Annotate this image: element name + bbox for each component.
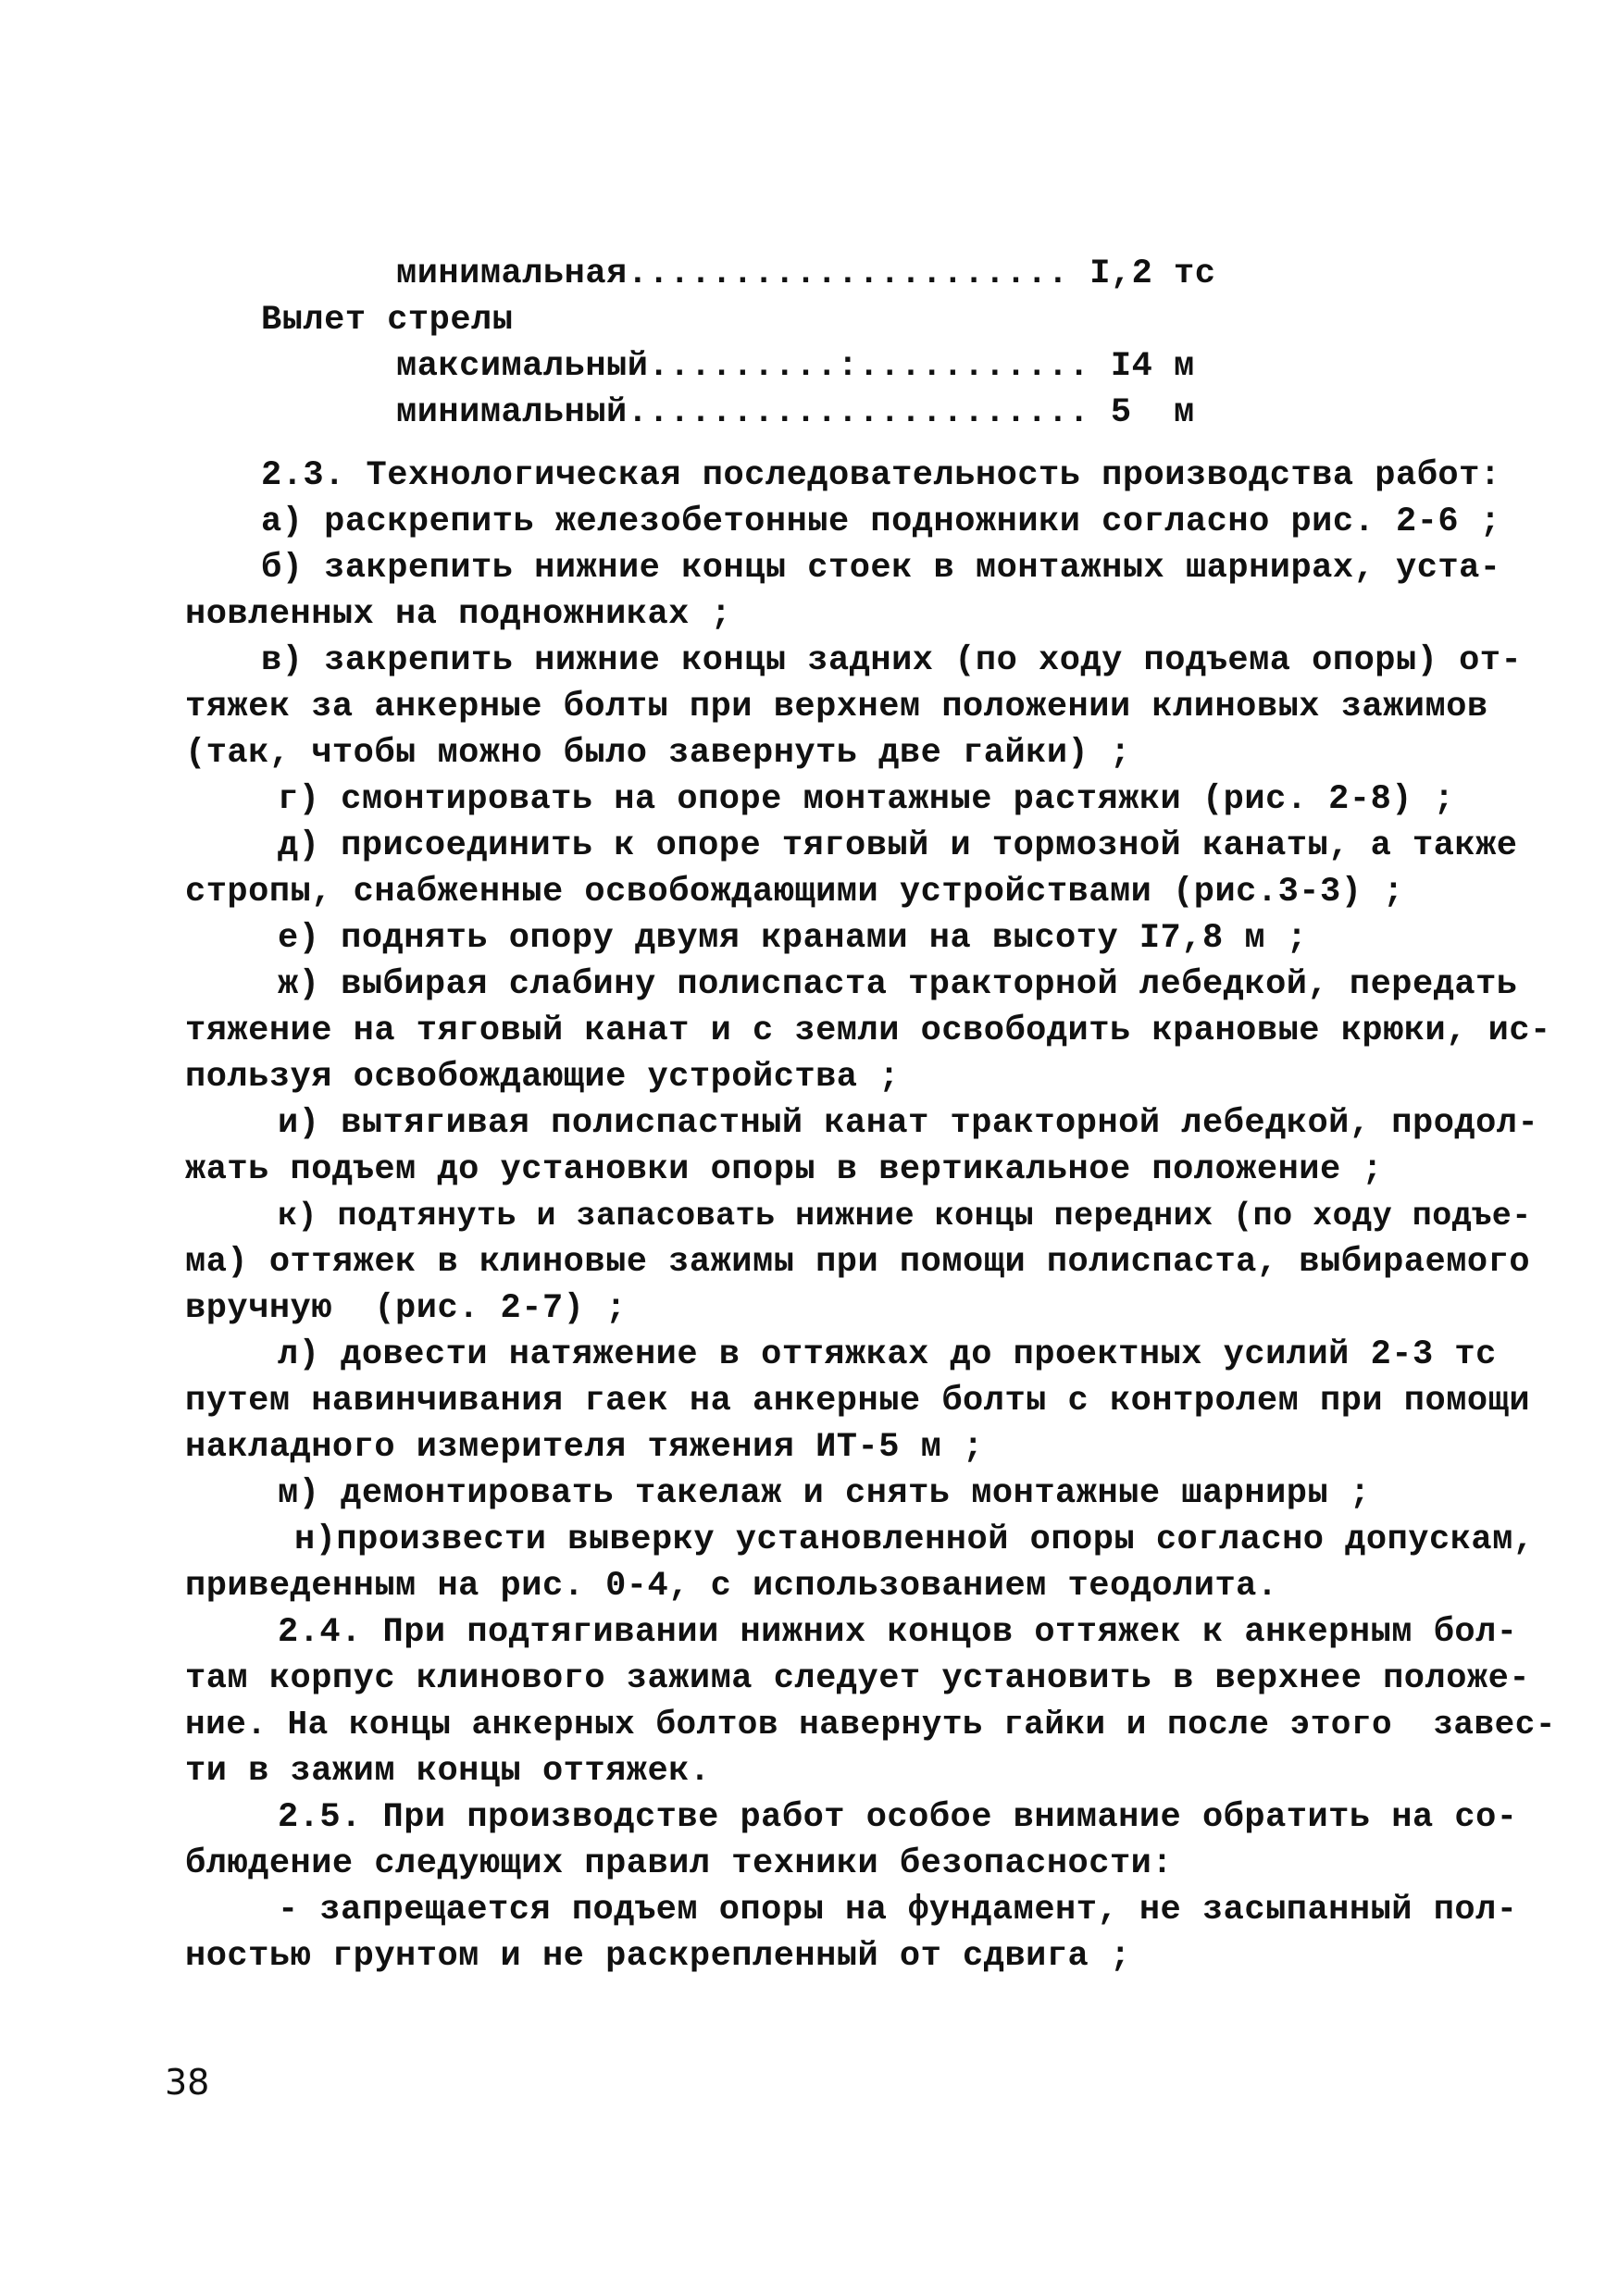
section-2-4-cont-2: ние. На концы анкерных болтов навернуть гайки и после этого завес-: [185, 1706, 1556, 1744]
step-i: и) вытягивая полиспастный канат тракторной лебедкой, продол-: [278, 1104, 1539, 1143]
step-l: л) довести натяжение в оттяжках до проектных усилий 2-3 тс: [278, 1335, 1497, 1374]
step-zh-cont-1: тяжение на тяговый канат и с земли освободить крановые крюки, ис-: [185, 1011, 1551, 1050]
step-b-cont: новленных на подножниках ;: [185, 595, 732, 634]
spec-line-max-reach: максимальный.........:........... I4 м: [396, 347, 1195, 386]
step-zh: ж) выбирая слабину полиспаста тракторной лебедкой, передать: [278, 965, 1518, 1004]
step-i-cont: жать подъем до установки опоры в вертикальное положение ;: [185, 1150, 1384, 1189]
section-2-4: 2.4. При подтягивании нижних концов оттяжек к анкерным бол-: [278, 1613, 1518, 1652]
step-b: б) закрепить нижние концы стоек в монтажных шарнирах, уста-: [261, 549, 1501, 588]
spec-line-min-capacity: минимальная..................... I,2 тс: [396, 254, 1216, 293]
step-v-cont-1: тяжек за анкерные болты при верхнем положении клиновых зажимов: [185, 688, 1488, 726]
step-e: е) поднять опору двумя кранами на высоту I7,8 м ;: [278, 919, 1308, 958]
step-n-cont: приведенным на рис. 0-4, с использованием теодолита.: [185, 1567, 1278, 1606]
section-2-5: 2.5. При производстве работ особое внимание обратить на со-: [278, 1798, 1518, 1837]
step-g: г) смонтировать на опоре монтажные растяжки (рис. 2-8) ;: [278, 780, 1455, 819]
spec-line-min-reach: минимальный...................... 5 м: [396, 393, 1195, 432]
step-zh-cont-2: пользуя освобождающие устройства ;: [185, 1058, 900, 1097]
step-m: м) демонтировать такелаж и снять монтажные шарниры ;: [278, 1474, 1371, 1513]
step-d-cont: стропы, снабженные освобождающими устройствами (рис.3-3) ;: [185, 873, 1404, 912]
safety-rule-1: - запрещается подъем опоры на фундамент, не засыпанный пол-: [278, 1891, 1518, 1930]
step-d: д) присоединить к опоре тяговый и тормозной канаты, а также: [278, 826, 1518, 865]
step-a: а) раскрепить железобетонные подножники согласно рис. 2-6 ;: [261, 503, 1501, 541]
step-v-cont-2: (так, чтобы можно было завернуть две гайки) ;: [185, 734, 1131, 773]
page-number: 38: [165, 2062, 210, 2103]
step-n: н)произвести выверку установленной опоры согласно допускам,: [294, 1520, 1535, 1559]
step-k: к) подтянуть и запасовать нижние концы передних (по ходу подъе-: [278, 1198, 1532, 1235]
section-2-3-heading: 2.3. Технологическая последовательность производства работ:: [261, 456, 1501, 495]
step-l-cont-2: накладного измерителя тяжения ИТ-5 м ;: [185, 1428, 984, 1467]
safety-rule-1-cont: ностью грунтом и не раскрепленный от сдвига ;: [185, 1937, 1131, 1976]
step-k-cont-1: ма) оттяжек в клиновые зажимы при помощи полиспаста, выбираемого: [185, 1243, 1531, 1282]
section-2-4-cont-3: ти в зажим концы оттяжек.: [185, 1752, 711, 1791]
section-2-4-cont-1: там корпус клинового зажима следует установить в верхнее положе-: [185, 1659, 1531, 1698]
section-2-5-cont: блюдение следующих правил техники безопасности:: [185, 1844, 1174, 1883]
spec-heading-boom-reach: Вылет стрелы: [261, 301, 514, 340]
step-k-cont-2: вручную (рис. 2-7) ;: [185, 1289, 627, 1328]
step-l-cont-1: путем навинчивания гаек на анкерные болты с контролем при помощи: [185, 1382, 1531, 1421]
step-v: в) закрепить нижние концы задних (по ходу подъема опоры) от-: [261, 641, 1523, 680]
